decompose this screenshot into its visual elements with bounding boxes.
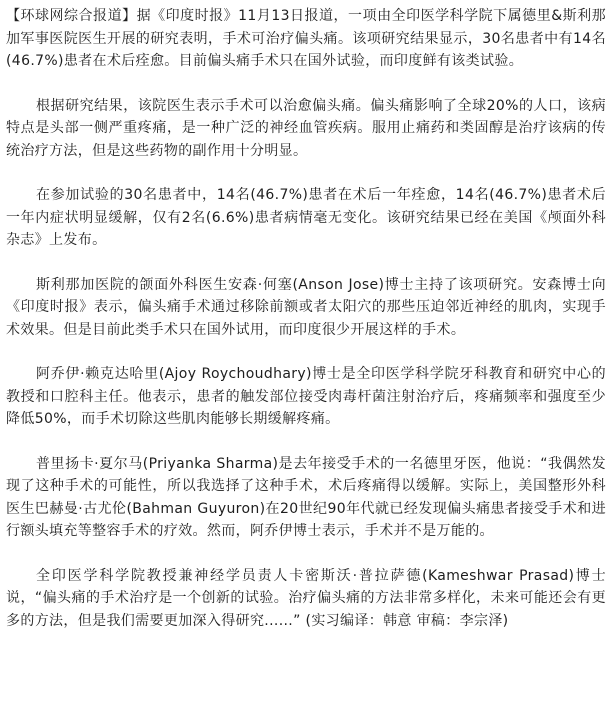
article-paragraph-4: 斯利那加医院的颌面外科医生安森·何塞(Anson Jose)博士主持了该项研究。安森博士向《印度时报》表示，偏头痛手术通过移除前额或者太阳穴的那些压迫邻近神经的肌肉，实现手术效果。但是目前此类手术只在国外试用，而印度很少开展这样的手术。 xyxy=(6,276,606,338)
article-paragraph-3: 在参加试验的30名患者中，14名(46.7%)患者在术后一年痊愈，14名(46.7%)患者术后一年内症状明显缓解，仅有2名(6.6%)患者病情毫无变化。该研究结果已经在美国《颅面外科杂志》上发布。 xyxy=(6,187,606,248)
article-body xyxy=(6,5,606,654)
article-paragraph-6: 普里扬卡·夏尔马(Priyanka Sharma)是去年接受手术的一名德里牙医，他说：“我偶然发现了这种手术的可能性，所以我选择了这种手术，术后疼痛得以缓解。实际上，美国整形外科医生巴赫曼·古尤伦(Bahman Guyuron)在20世纪90年代就已经发现偏头痛患者接受手术和进行额头填充等整容手术的疗效。然而，阿乔伊博士表示，手术并不是万能的。 xyxy=(6,455,606,539)
article-paragraph-7: 全印医学科学院教授兼神经学员责人卡密斯沃·普拉萨德(Kameshwar Prasad)博士说，“偏头痛的手术治疗是一个创新的试验。治疗偏头痛的方法非常多样化，未来可能还会有更多的方法，但是我们需要更加深入得研究......” (实习编译：韩意 审稿：李宗泽) xyxy=(6,567,606,629)
article-paragraph-5: 阿乔伊·赖克达哈里(Ajoy Roychoudhary)博士是全印医学科学院牙科教育和研究中心的教授和口腔科主任。他表示，患者的触发部位接受肉毒杆菌注射治疗后，疼痛频率和强度至少降低50%，而手术切除这些肌肉能够长期缓解疼痛。 xyxy=(6,366,606,427)
article-paragraph-1: 【环球网综合报道】据《印度时报》11月13日报道，一项由全印医学科学院下属德里&斯利那加军事医院医生开展的研究表明，手术可治疗偏头痛。该项研究结果显示，30名患者中有14名(46.7%)患者在术后痊愈。目前偏头痛手术只在国外试验，而印度鲜有该类试验。 xyxy=(6,8,606,69)
article-paragraph-2: 根据研究结果，该院医生表示手术可以治愈偏头痛。偏头痛影响了全球20%的人口，该病特点是头部一侧严重疼痛，是一种广泛的神经血管疾病。服用止痛药和类固醇是治疗该病的传统治疗方法，但是这些药物的副作用十分明显。 xyxy=(6,97,606,159)
